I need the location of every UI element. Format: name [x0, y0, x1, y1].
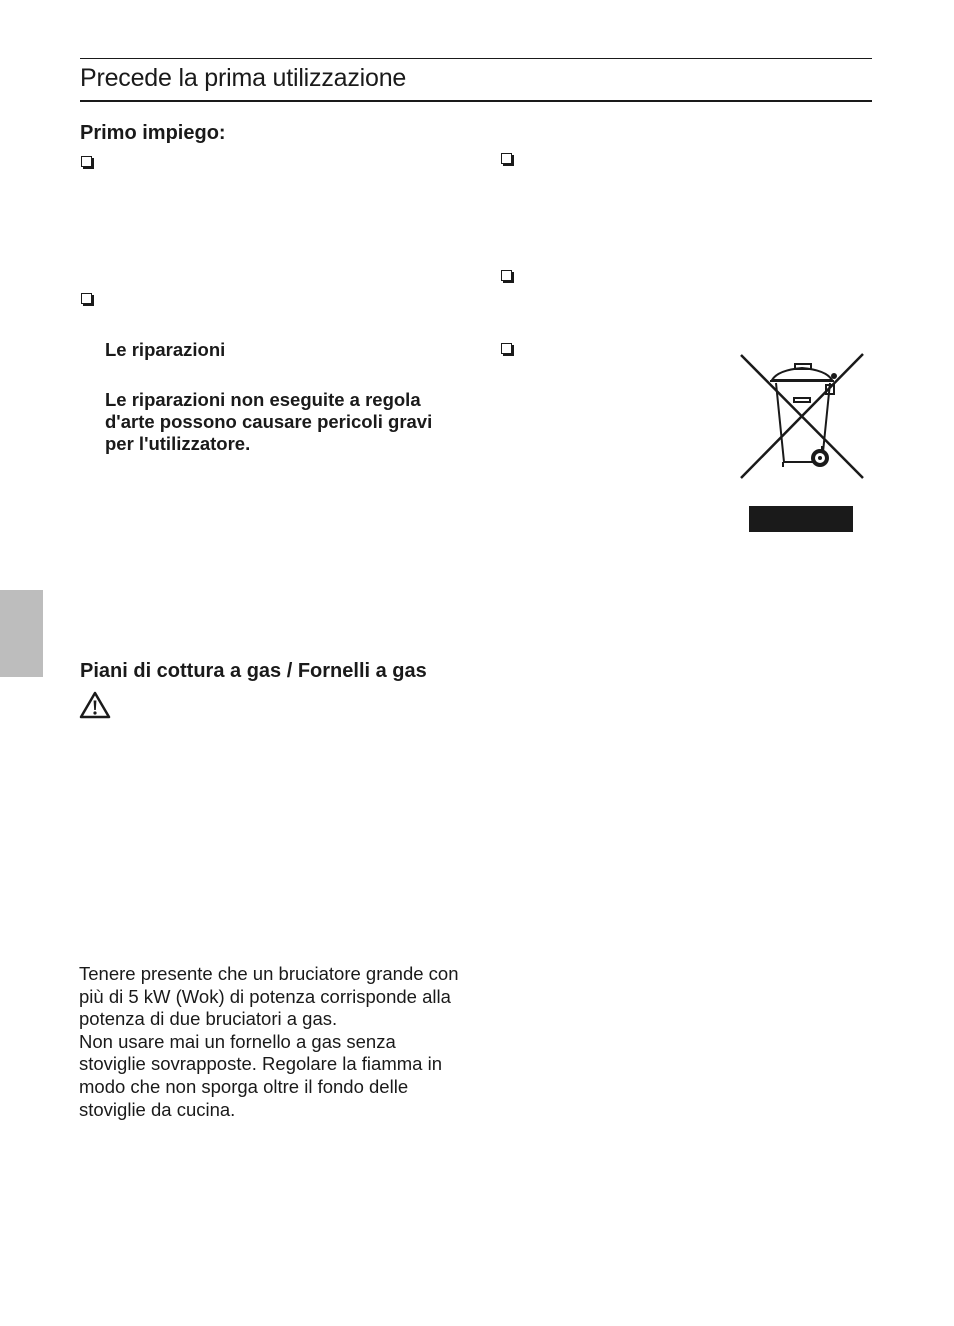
- primo-impiego-heading: Primo impiego:: [80, 122, 226, 144]
- checkbox-icon: [501, 153, 512, 164]
- piani-cottura-paragraph-1: Tenere presente che un bruciatore grande con più di 5 kW (Wok) di potenza corrisponde alla potenza di due bruciatori a gas.: [79, 963, 459, 1030]
- page-title: Precede la prima utilizzazione: [80, 64, 407, 92]
- checkbox-icon: [501, 343, 512, 354]
- riparazioni-warning: Le riparazioni non eseguite a regola d'arte possono causare pericoli gravi per l'utilizzatore.: [105, 389, 433, 454]
- piani-cottura-body: [79, 963, 464, 1121]
- warning-triangle-icon: [79, 691, 111, 719]
- piani-cottura-heading: Piani di cottura a gas / Fornelli a gas: [80, 660, 427, 682]
- weee-black-bar: [749, 506, 853, 532]
- header-top-rule: [80, 58, 872, 59]
- piani-cottura-paragraph-2: Non usare mai un fornello a gas senza stoviglie sovrapposte. Regolare la fiamma in modo che non sporga oltre il fondo delle stoviglie da cucina.: [79, 1030, 442, 1120]
- checkbox-icon: [501, 270, 512, 281]
- header-bottom-rule: [80, 100, 872, 102]
- crossed-out-wheelie-bin-icon: [738, 350, 866, 482]
- riparazioni-label: Le riparazioni: [105, 339, 226, 360]
- checkbox-icon: [81, 293, 92, 304]
- chapter-side-tab: [0, 590, 43, 677]
- checkbox-icon: [81, 156, 92, 167]
